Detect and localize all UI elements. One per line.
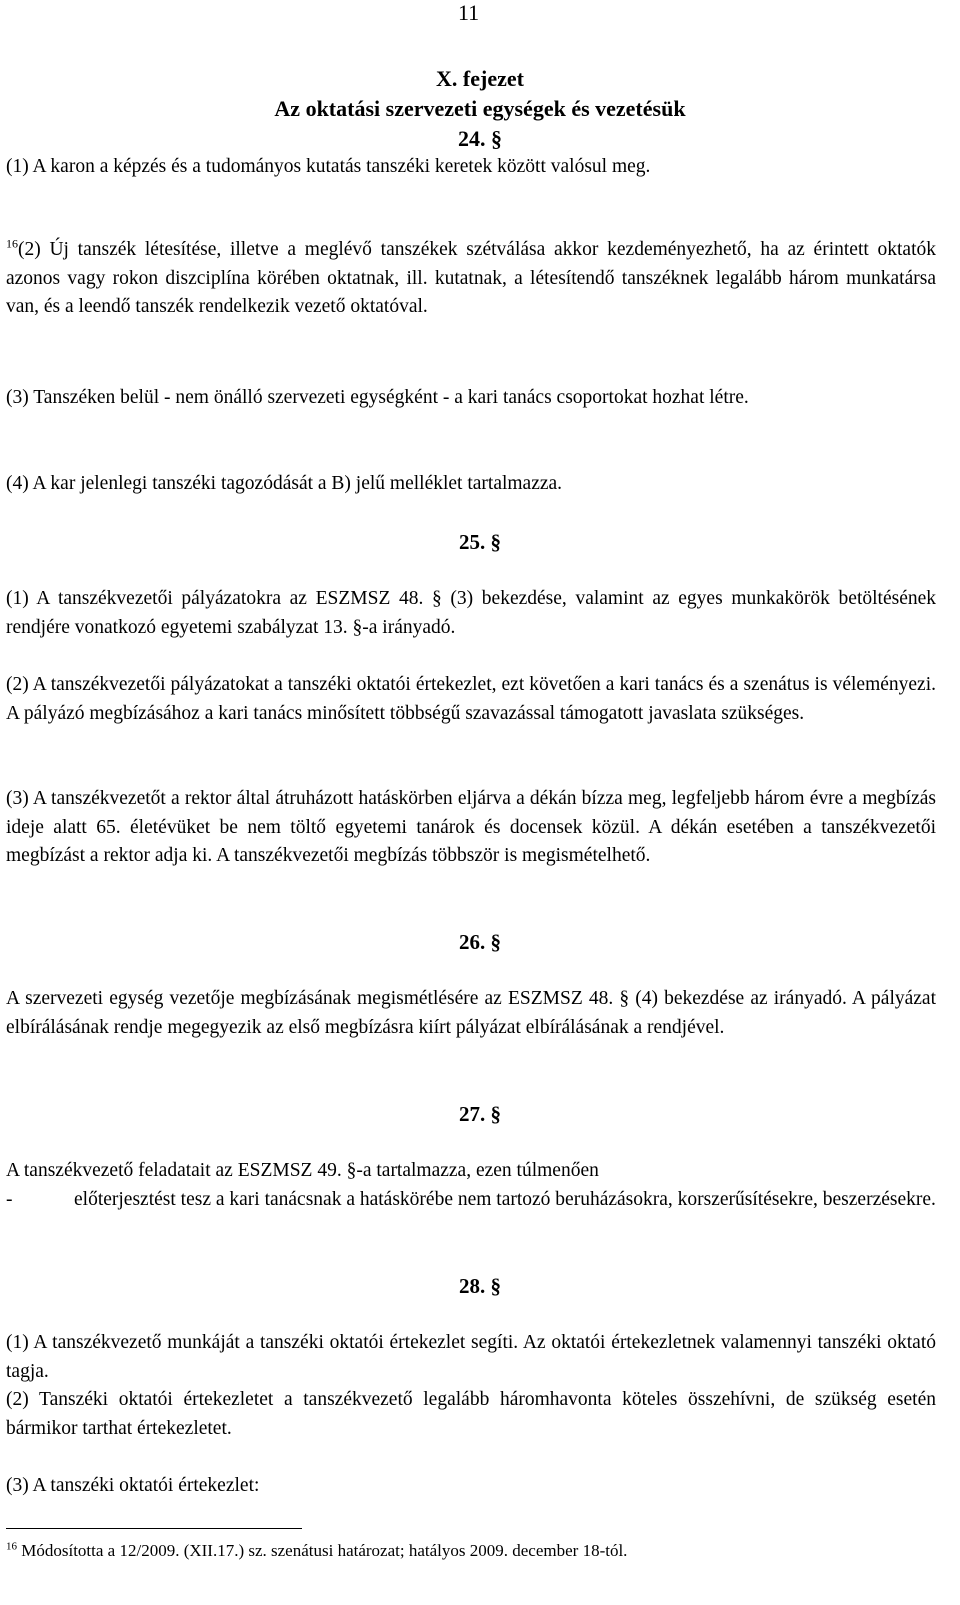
paragraph-24-3: (3) Tanszéken belül - nem önálló szervezeti egységként - a kari tanács csoportokat hozhat létre. (6, 387, 749, 408)
chapter-number: X. fejezet (436, 66, 524, 91)
paragraph-25-3: (3) A tanszékvezetőt a rektor által átruházott hatáskörben eljárva a dékán bízza meg, legfeljebb három évre a megbízás ideje alatt 65. életévüket be nem töltő egyetemi tanárok és docensek közül. A dékán esetében a tanszékvezetői megbízást a rektor adja ki. A tanszékvezetői megbízás többször is megismételhető. (6, 788, 936, 866)
section-26-heading: 26. § (459, 930, 501, 954)
paragraph-25-2: (2) A tanszékvezetői pályázatokat a tanszéki oktatói értekezlet, ezt követően a kari tanács és a szenátus is véleményezi. A pályázó megbízásához a kari tanács minősített többségű szavazással támogatott javaslata szükséges. (6, 674, 936, 724)
chapter-heading (0, 64, 960, 154)
section-24-heading: 24. § (458, 126, 502, 151)
section-27-heading: 27. § (459, 1102, 501, 1126)
paragraph-26: A szervezeti egység vezetője megbízásának megismétlésére az ESZMSZ 48. § (4) bekezdése az irányadó. A pályázat elbírálásának rendje megegyezik az első megbízásra kiírt pályázat elbírálásának a rendjével. (6, 988, 936, 1038)
paragraph-24-2-text: (2) Új tanszék létesítése, illetve a meglévő tanszékek szétválása akkor kezdeményezhető, ha az érintett oktatók azonos vagy rokon diszciplína körében oktatnak, ill. kutatnak, a létesítendő tanszéknek legalább három munkatársa van, és a leendő tanszék rendelkezik vezető oktatóval. (6, 239, 936, 317)
footnote-text: Módosította a 12/2009. (XII.17.) sz. szenátusi határozat; hatályos 2009. december 18-tól. (21, 1541, 628, 1560)
section-28-heading: 28. § (459, 1274, 501, 1298)
list-item-text: előterjesztést tesz a kari tanácsnak a hatáskörébe nem tartozó beruházásokra, korszerűsítésekre, beszerzésekre. (74, 1189, 936, 1210)
section-25-heading: 25. § (459, 530, 501, 554)
footnote-ref: 16 (6, 236, 18, 251)
paragraph-28-2: (2) Tanszéki oktatói értekezletet a tanszékvezető legalább háromhavonta köteles összehívni, de szükség esetén bármikor tarthat értekezletet. (6, 1389, 936, 1439)
paragraph-24-2 (6, 236, 936, 322)
paragraph-27-intro: A tanszékvezető feladatait az ESZMSZ 49. §-a tartalmazza, ezen túlmenően (6, 1160, 599, 1181)
paragraph-25-1: (1) A tanszékvezetői pályázatokra az ESZMSZ 48. § (3) bekezdése, valamint az egyes munkakörök betöltésének rendjére vonatkozó egyetemi szabályzat 13. §-a irányadó. (6, 588, 936, 638)
footnote (6, 1540, 627, 1562)
list-dash: - (6, 1189, 13, 1210)
chapter-title: Az oktatási szervezeti egységek és vezetésük (274, 96, 686, 121)
paragraph-28-1: (1) A tanszékvezető munkáját a tanszéki oktatói értekezlet segíti. Az oktatói értekezletnek valamennyi tanszéki oktató tagja. (6, 1332, 936, 1382)
page-number: 11 (458, 0, 480, 25)
paragraph-24-1: (1) A karon a képzés és a tudományos kutatás tanszéki keretek között valósul meg. (6, 156, 651, 177)
paragraph-24-4: (4) A kar jelenlegi tanszéki tagozódását a B) jelű melléklet tartalmazza. (6, 473, 563, 494)
paragraph-28-3: (3) A tanszéki oktatói értekezlet: (6, 1475, 260, 1496)
footnote-divider (6, 1528, 302, 1529)
list-item (6, 1186, 936, 1215)
footnote-number: 16 (6, 1540, 17, 1553)
